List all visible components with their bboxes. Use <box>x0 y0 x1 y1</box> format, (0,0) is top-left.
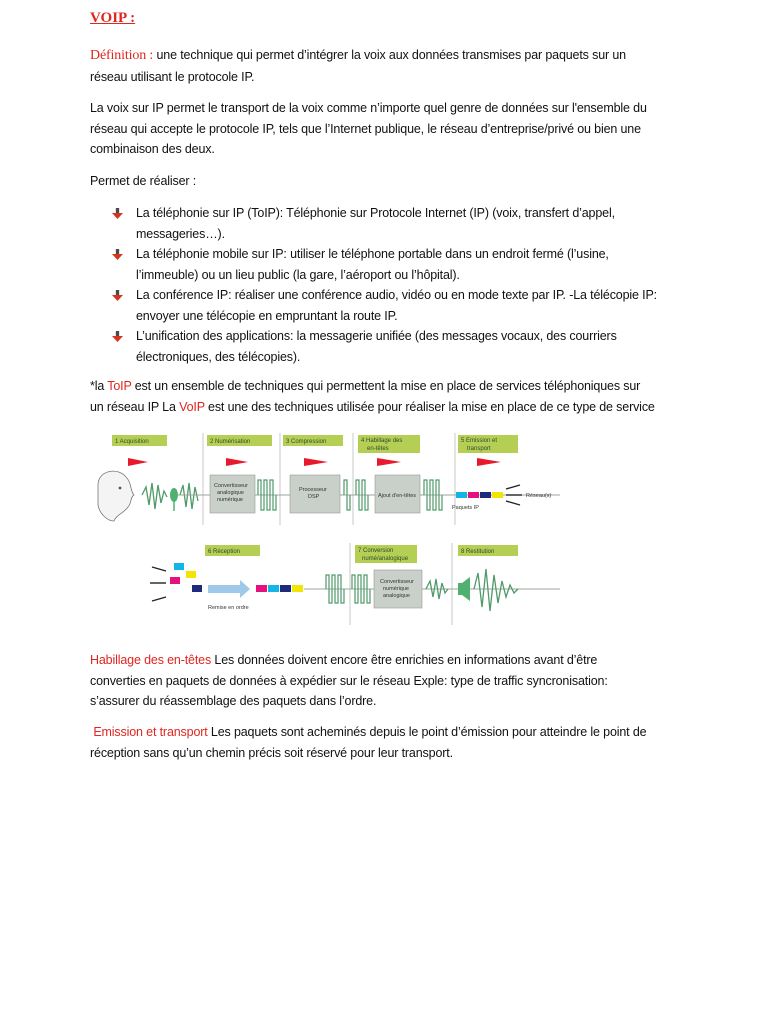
human-head-icon <box>98 471 134 521</box>
step-habillage-label-2: en-têtes <box>367 446 389 452</box>
analog-wave-icon <box>180 483 198 509</box>
toip-text: est un ensemble de techniques qui permettent la mise en place de services téléphoniques sur <box>131 379 641 393</box>
voix-paragraph <box>90 98 690 160</box>
red-arrow-icon <box>226 458 248 466</box>
red-arrow-icon <box>477 458 501 466</box>
converter2-text-1: Convertisseur <box>380 579 414 585</box>
dsp-box <box>290 475 340 513</box>
step-emission-label: 5 Emission et <box>461 438 498 444</box>
step-reception <box>205 545 260 556</box>
ordered-packets-icon <box>256 585 303 592</box>
step-habillage <box>358 435 420 453</box>
habillage-line-1: Les données doivent encore être enrichies en informations avant d’être <box>211 653 598 667</box>
digital-signal-icon <box>424 480 442 510</box>
arrow-down-bullet-icon <box>112 290 123 301</box>
step-emission-label-2: transport <box>467 446 491 452</box>
converter-text-1: Convertisseur <box>214 483 248 489</box>
converter-text-3: numérique <box>217 497 243 503</box>
voix-line-1: La voix sur IP permet le transport de la voix comme n’importe quel genre de données sur l'ensemble du <box>90 101 647 115</box>
arrow-down-bullet-icon <box>112 249 123 260</box>
toip-line2-b: est une des techniques utilisée pour réaliser la mise en place de ce type de service <box>204 399 655 414</box>
step-conversion <box>355 545 417 563</box>
digital-signal-icon <box>258 480 276 510</box>
reorder-arrow-icon <box>208 580 250 598</box>
arrow-down-bullet-icon <box>112 331 123 342</box>
bullet-line-1: La téléphonie sur IP (ToIP): Téléphonie sur Protocole Internet (IP) (voix, transfert d’appel, <box>136 206 615 220</box>
converter-text-2: analogique <box>217 490 244 496</box>
step-habillage-label: 4 Habillage des <box>361 438 403 444</box>
step-conversion-label: 7 Conversion <box>358 548 394 554</box>
definition-text-2: réseau utilisant le protocole IP. <box>90 69 255 84</box>
bullet-line-2: messageries…). <box>136 226 225 241</box>
habillage-paragraph <box>90 650 690 712</box>
analog-wave-icon <box>142 483 167 509</box>
dsp-text-1: Processeur <box>299 487 327 493</box>
list-item <box>112 203 692 244</box>
step-compression-label: 3 Compression <box>286 439 327 445</box>
habillage-line-2: converties en paquets de données à expédier sur le réseau Exple: type de traffic syncronisation: <box>90 673 608 688</box>
converter-box-2 <box>374 570 422 608</box>
toip-paragraph <box>90 376 690 417</box>
definition-text-1: une technique qui permet d’intégrer la voix aux données transmises par paquets sur un <box>153 48 626 62</box>
step-conversion-label-2: numé/analogique <box>362 556 409 562</box>
step-numerisation <box>207 435 272 446</box>
bullet-line-1: L’unification des applications: la messagerie unifiée (des messages vocaux, des courriers <box>136 329 617 343</box>
voix-line-2: réseau qui accepte le protocole IP, tels que l’Internet publique, le réseau d’entreprise/privé ou bien une <box>90 121 641 136</box>
step-acquisition <box>112 435 167 446</box>
headers-text: Ajout d'en-têtes <box>378 493 417 499</box>
bullet-line-1: La conférence IP: réaliser une conférence audio, vidéo ou en mode texte par IP. -La télécopie IP: <box>136 288 657 302</box>
analog-wave-icon <box>474 569 518 611</box>
step-numerisation-label: 2 Numérisation <box>210 439 251 445</box>
transmission-arrows-icon <box>506 485 522 505</box>
digital-signal-icon <box>326 575 344 603</box>
step-restitution <box>458 545 518 556</box>
permet-heading: Permet de réaliser : <box>90 174 197 188</box>
remise-label: Remise en ordre <box>208 605 249 611</box>
bullet-line-2: l’immeuble) ou un lieu public (la gare, l’aéroport ou l’hôpital). <box>136 267 460 282</box>
red-arrow-icon <box>304 458 328 466</box>
incoming-arrows-icon <box>150 567 166 601</box>
step-compression <box>283 435 343 446</box>
microphone-icon <box>170 488 178 511</box>
converter2-text-2: numérique <box>383 586 409 592</box>
step-acquisition-label: 1 Acquisition <box>115 439 149 445</box>
habillage-line-3: s’assurer du réassemblage des paquets dans l’ordre. <box>90 694 377 708</box>
toip-prefix: *la <box>90 379 108 393</box>
list-item <box>112 326 692 367</box>
toip-line2-a: un réseau IP La <box>90 399 180 414</box>
speaker-icon <box>458 577 470 601</box>
red-arrow-icon <box>377 458 401 466</box>
bullet-line-1: La téléphonie mobile sur IP: utiliser le téléphone portable dans un endroit fermé (l’usine, <box>136 247 609 261</box>
feature-list <box>112 203 692 367</box>
voip-term: VoIP <box>179 399 205 414</box>
voip-process-diagram <box>90 425 690 635</box>
digital-signal-icon <box>352 575 370 603</box>
list-item <box>112 244 692 285</box>
toip-term: ToIP <box>107 379 132 393</box>
page-title: VOIP : <box>90 10 136 26</box>
converter-box <box>210 475 255 513</box>
emission-line-2: réception sans qu’un chemin précis soit réservé pour leur transport. <box>90 745 453 760</box>
reseau-label: Réseau(x) <box>526 493 552 499</box>
arrow-down-bullet-icon <box>112 208 123 219</box>
bullet-line-2: envoyer une télécopie en empruntant la route IP. <box>136 308 398 323</box>
habillage-label: Habillage des en-têtes <box>90 653 212 667</box>
definition-paragraph <box>90 45 690 87</box>
step-restitution-label: 8 Restitution <box>461 549 495 555</box>
scattered-packets-icon <box>170 563 202 592</box>
red-arrow-icon <box>128 458 148 466</box>
emission-label: Emission et transport <box>93 725 208 739</box>
emission-line-1: Les paquets sont acheminés depuis le point d’émission pour atteindre le point de <box>207 725 647 739</box>
step-reception-label: 6 Réception <box>208 549 241 555</box>
definition-label: Définition : <box>90 48 154 63</box>
dsp-text-2: DSP <box>308 494 320 500</box>
voix-line-3: combinaison des deux. <box>90 142 215 156</box>
paquets-label: Paquets IP <box>452 505 479 511</box>
converter2-text-3: analogique <box>383 593 410 599</box>
bullet-line-2: électroniques, des télécopies). <box>136 349 301 364</box>
emission-paragraph <box>90 722 710 763</box>
step-emission <box>458 435 518 453</box>
headers-box <box>375 475 420 513</box>
list-item <box>112 285 692 326</box>
